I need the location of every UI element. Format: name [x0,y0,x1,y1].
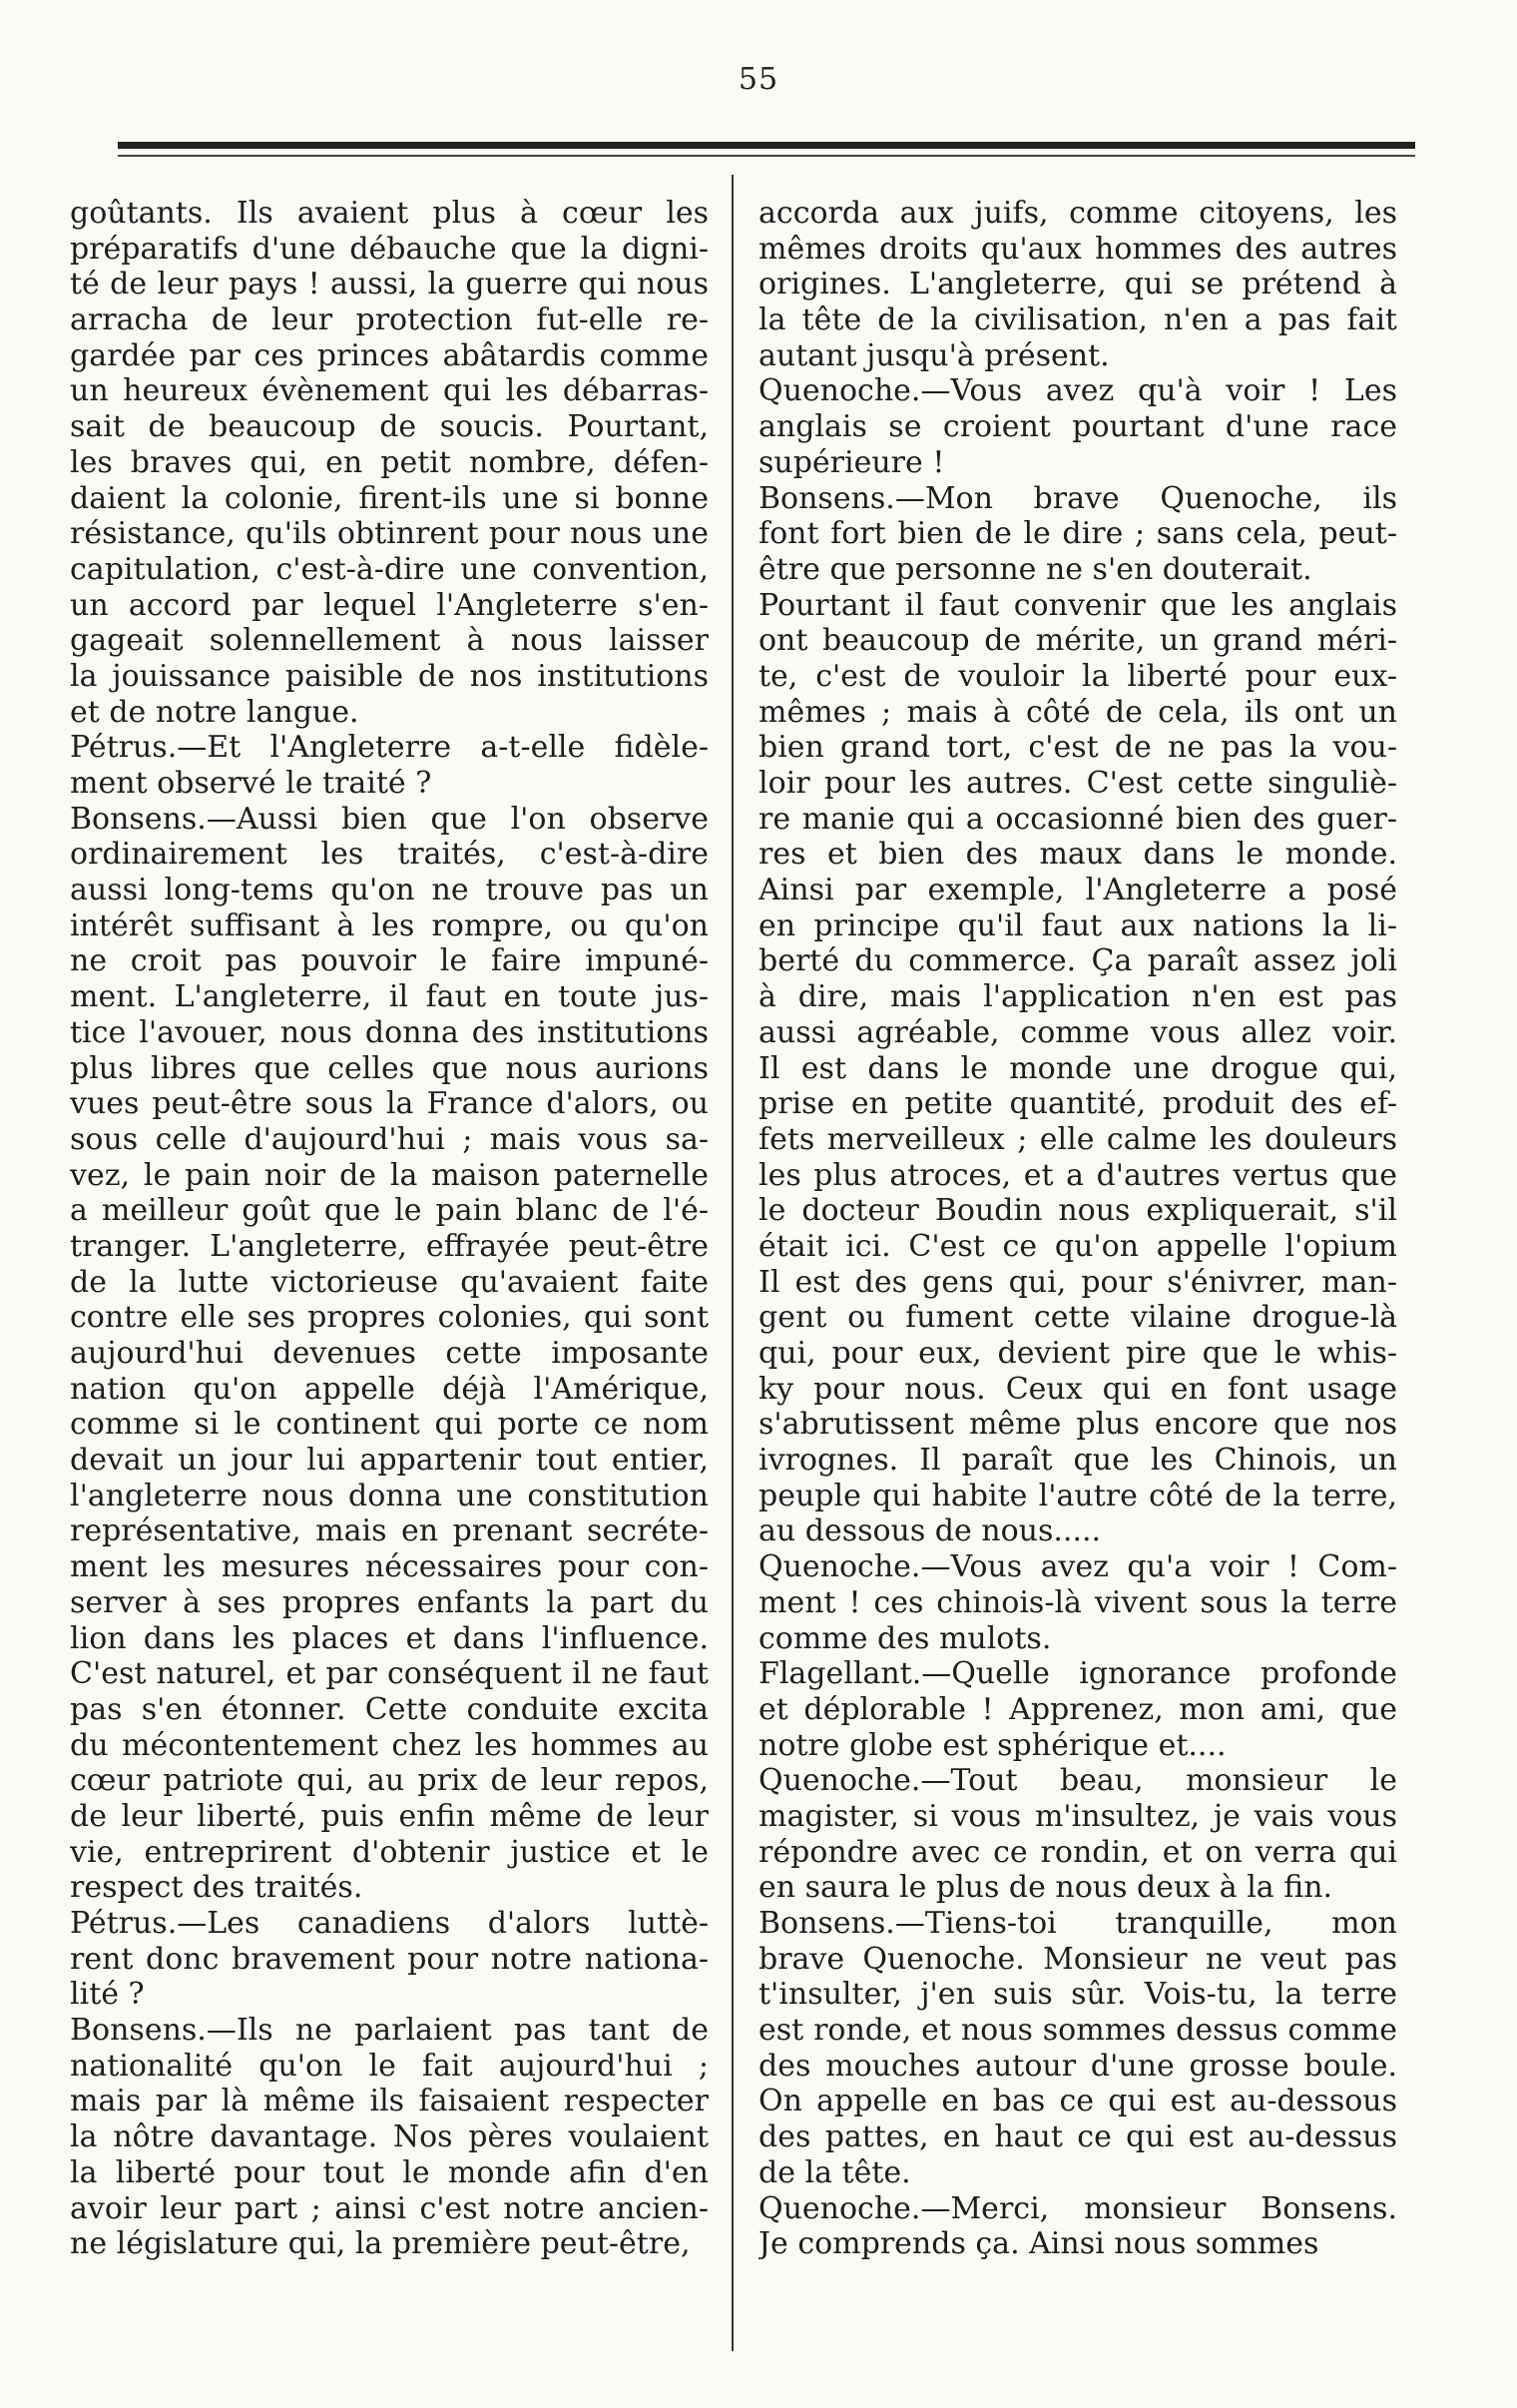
text-line: lité ? [70,1977,145,2013]
text-line: sait de beaucoup de soucis. Pourtant, [70,409,709,445]
text-line: On appelle en bas ce qui est au-dessous [758,2084,1397,2119]
text-line: capitulation, c'est-à-dire une convention, [70,551,709,587]
text-line: vez, le pain noir de la maison paternelle [70,1157,709,1193]
text-line: t'insulter, j'en suis sûr. Vois-tu, la terre [758,1977,1397,2013]
text-line: Bonsens.—Aussi bien que l'on observe [70,801,709,837]
text-line: au dessous de nous..... [758,1513,1102,1549]
text-line: comme si le continent qui porte ce nom [70,1407,709,1443]
text-line: Il est des gens qui, pour s'énivrer, man- [758,1264,1397,1300]
text-line: cœur patriote qui, au prix de leur repos, [70,1763,709,1799]
text-line: Quenoche.—Merci, monsieur Bonsens. [758,2190,1397,2226]
text-line: font fort bien de le dire ; sans cela, peut- [758,516,1397,552]
text-line: Bonsens.—Mon brave Quenoche, ils [758,480,1397,516]
text-line: tice l'avouer, nous donna des institutions [70,1014,709,1050]
text-line: gardée par ces princes abâtardis comme [70,337,709,373]
text-line: de la lutte victorieuse qu'avaient faite [70,1264,709,1300]
text-line: la nôtre davantage. Nos pères voulaient [70,2119,709,2155]
text-line: te, c'est de vouloir la liberté pour eux- [758,658,1397,694]
text-line: de leur liberté, puis enfin même de leur [70,1798,709,1834]
text-line: vues peut-être sous la France d'alors, ou [70,1086,709,1122]
text-line: server à ses propres enfants la part du [70,1584,709,1620]
text-line: des mouches autour d'une grosse boule. [758,2048,1397,2084]
text-line: la tête de la civilisation, n'en a pas fait [758,302,1397,338]
text-line: supérieure ! [758,444,945,480]
text-line: Je comprends ça. Ainsi nous sommes [758,2226,1319,2262]
text-line: pas s'en étonner. Cette conduite excita [70,1691,709,1727]
column-divider [732,175,734,2351]
text-line: gent ou fument cette vilaine drogue-là [758,1300,1397,1336]
text-line: bien grand tort, c'est de ne pas la vou- [758,730,1397,766]
text-line: Pétrus.—Et l'Angleterre a-t-elle fidèle- [70,730,709,766]
text-line: aussi agréable, comme vous allez voir. [758,1014,1397,1050]
text-line: de la tête. [758,2154,911,2190]
text-line: ne croit pas pouvoir le faire impuné- [70,943,709,979]
text-line: ment ! ces chinois-là vivent sous la terre [758,1584,1397,1620]
text-line: aujourd'hui devenues cette imposante [70,1336,709,1371]
text-line: nationalité qu'on le fait aujourd'hui ; [70,2048,709,2084]
page-number: 55 [738,62,779,97]
text-line: Ainsi par exemple, l'Angleterre a posé [758,873,1397,908]
text-line: Bonsens.—Ils ne parlaient pas tant de [70,2013,709,2049]
text-line: magister, si vous m'insultez, je vais vous [758,1798,1397,1834]
text-line: et de notre langue. [70,694,359,730]
text-line: ment. L'angleterre, il faut en toute jus- [70,979,709,1015]
text-line: plus libres que celles que nous aurions [70,1050,709,1086]
text-line: goûtants. Ils avaient plus à cœur les [70,196,709,231]
text-line: ivrognes. Il paraît que les Chinois, un [758,1443,1397,1479]
text-line: fets merveilleux ; elle calme les douleurs [758,1121,1397,1157]
text-line: comme des mulots. [758,1620,1052,1656]
text-line: a meilleur goût que le pain blanc de l'é- [70,1193,709,1229]
text-line: intérêt suffisant à les rompre, ou qu'on [70,907,709,943]
text-line: ne législature qui, la première peut-être, [70,2226,691,2262]
text-line: Bonsens.—Tiens-toi tranquille, mon [758,1906,1397,1941]
text-line: lion dans les places et dans l'influence. [70,1620,709,1656]
right-text-column [758,196,1397,2262]
text-line: prise en petite quantité, produit des ef- [758,1086,1397,1122]
text-line: du mécontentement chez les hommes au [70,1727,709,1763]
text-line: Quenoche.—Vous avez qu'à voir ! Les [758,373,1397,409]
text-line: Il est dans le monde une drogue qui, [758,1050,1397,1086]
text-line: devait un jour lui appartenir tout entier, [70,1443,709,1479]
text-line: Pétrus.—Les canadiens d'alors luttè- [70,1906,709,1941]
text-line: contre elle ses propres colonies, qui sont [70,1300,709,1336]
text-line: l'angleterre nous donna une constitution [70,1478,709,1513]
text-line: qui, pour eux, devient pire que le whis- [758,1336,1397,1371]
header-rule-thick [118,142,1415,149]
text-line: Pourtant il faut convenir que les anglais [758,587,1397,623]
text-line: daient la colonie, firent-ils une si bonne [70,480,709,516]
text-line: accorda aux juifs, comme citoyens, les [758,196,1397,231]
text-line: être que personne ne s'en douterait. [758,551,1312,587]
text-line: les braves qui, en petit nombre, défen- [70,444,709,480]
text-line: ont beaucoup de mérite, un grand méri- [758,623,1397,659]
text-line: re manie qui a occasionné bien des guer- [758,801,1397,837]
text-line: en principe qu'il faut aux nations la li- [758,907,1397,943]
text-line: le docteur Boudin nous expliquerait, s'il [758,1193,1397,1229]
text-line: Quenoche.—Vous avez qu'a voir ! Com- [758,1549,1397,1585]
text-line: est ronde, et nous sommes dessus comme [758,2013,1397,2049]
text-line: loir pour les autres. C'est cette singuliè- [758,766,1397,801]
text-line: en saura le plus de nous deux à la fin. [758,1870,1333,1906]
text-line: aussi long-tems qu'on ne trouve pas un [70,873,709,908]
text-line: té de leur pays ! aussi, la guerre qui nous [70,267,709,302]
text-line: à dire, mais l'application n'en est pas [758,979,1397,1015]
text-line: résistance, qu'ils obtinrent pour nous une [70,516,709,552]
text-line: répondre avec ce rondin, et on verra qui [758,1834,1397,1870]
text-line: des pattes, en haut ce qui est au-dessus [758,2119,1397,2155]
text-line: autant jusqu'à présent. [758,337,1110,373]
text-line: s'abrutissent même plus encore que nos [758,1407,1397,1443]
text-line: brave Quenoche. Monsieur ne veut pas [758,1941,1397,1977]
text-line: vie, entreprirent d'obtenir justice et le [70,1834,709,1870]
header-rule-thin [118,155,1415,157]
text-line: ment observé le traité ? [70,766,432,801]
text-line: sous celle d'aujourd'hui ; mais vous sa- [70,1121,709,1157]
text-line: nation qu'on appelle déjà l'Amérique, [70,1371,709,1407]
text-line: et déplorable ! Apprenez, mon ami, que [758,1691,1397,1727]
text-line: représentative, mais en prenant secréte- [70,1513,709,1549]
text-line: respect des traités. [70,1870,363,1906]
text-line: peuple qui habite l'autre côté de la terre, [758,1478,1397,1513]
left-text-column [70,196,709,2262]
text-line: gageait solennellement à nous laisser [70,623,709,659]
text-line: berté du commerce. Ça paraît assez joli [758,943,1397,979]
text-line: notre globe est sphérique et.... [758,1727,1227,1763]
text-line: ment les mesures nécessaires pour con- [70,1549,709,1585]
text-line: arracha de leur protection fut-elle re- [70,302,709,338]
text-line: la jouissance paisible de nos institutions [70,658,709,694]
text-line: la liberté pour tout le monde afin d'en [70,2154,709,2190]
text-line: un heureux évènement qui les débarras- [70,373,709,409]
text-line: Quenoche.—Tout beau, monsieur le [758,1763,1397,1799]
text-line: Flagellant.—Quelle ignorance profonde [758,1656,1397,1692]
text-line: tranger. L'angleterre, effrayée peut-être [70,1228,709,1264]
text-line: ordinairement les traités, c'est-à-dire [70,837,709,873]
text-line: était ici. C'est ce qu'on appelle l'opium [758,1228,1397,1264]
text-line: res et bien des maux dans le monde. [758,837,1397,873]
text-line: origines. L'angleterre, qui se prétend à [758,267,1397,302]
text-line: mêmes ; mais à côté de cela, ils ont un [758,694,1397,730]
text-line: préparatifs d'une débauche que la digni- [70,231,709,267]
text-line: les plus atroces, et a d'autres vertus que [758,1157,1397,1193]
text-line: ky pour nous. Ceux qui en font usage [758,1371,1397,1407]
text-line: anglais se croient pourtant d'une race [758,409,1397,445]
text-line: C'est naturel, et par conséquent il ne faut [70,1656,709,1692]
text-line: avoir leur part ; ainsi c'est notre ancien- [70,2190,709,2226]
text-line: un accord par lequel l'Angleterre s'en- [70,587,709,623]
text-line: rent donc bravement pour notre nationa- [70,1941,709,1977]
text-line: mais par là même ils faisaient respecter [70,2084,709,2119]
text-line: mêmes droits qu'aux hommes des autres [758,231,1397,267]
